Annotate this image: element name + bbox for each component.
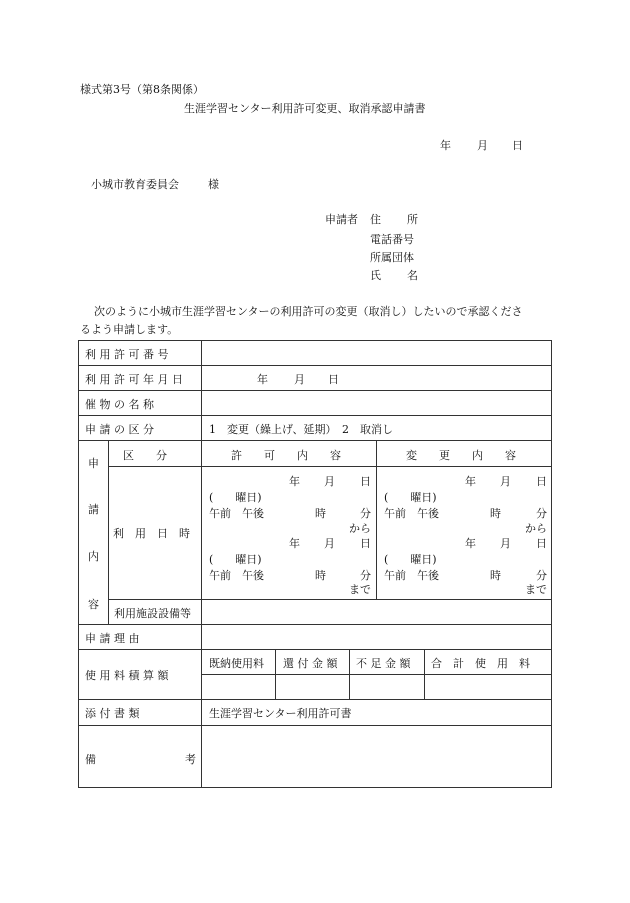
permit-to-weekday: ( 曜日) (209, 553, 262, 566)
date-year-label: 年 (440, 139, 451, 152)
permit-to-minute: 分 (360, 569, 371, 582)
event-name-label: 催 物 の 名 称 (85, 398, 154, 411)
permit-from-year: 年 (289, 475, 300, 488)
permit-date-month: 月 (294, 373, 305, 386)
section-label-4: 容 (88, 598, 99, 611)
facility-label: 利用施設設備等 (114, 607, 191, 620)
change-to-year: 年 (465, 537, 476, 550)
attachment-label: 添 付 書 類 (85, 707, 140, 720)
addressee-honorific: 様 (208, 178, 219, 191)
remarks-label-right: 考 (185, 753, 196, 766)
date-day-label: 日 (512, 139, 523, 152)
change-to-minute: 分 (536, 569, 547, 582)
permit-from-minute: 分 (360, 507, 371, 520)
change-to-ampm: 午前 午後 (384, 569, 439, 582)
permit-from-hour: 時 (315, 507, 326, 520)
col-permit-header: 許 可 内 容 (231, 449, 341, 462)
col-kubun-header: 区 分 (123, 449, 167, 462)
application-table (78, 340, 552, 788)
change-to-hour: 時 (490, 569, 501, 582)
permit-to-suffix: まで (349, 583, 371, 596)
change-to-weekday: ( 曜日) (384, 553, 437, 566)
fee-col-shortage: 不 足 金 額 (356, 657, 411, 670)
permit-to-ampm: 午前 午後 (209, 569, 264, 582)
change-from-minute: 分 (536, 507, 547, 520)
reason-label: 申 請 理 由 (85, 632, 140, 645)
category-label: 申 請 の 区 分 (85, 423, 154, 436)
form-number: 様式第3号（第8条関係） (80, 83, 204, 96)
permit-date-label: 利 用 許 可 年 月 日 (85, 373, 183, 386)
change-from-ampm: 午前 午後 (384, 507, 439, 520)
permit-from-suffix: から (349, 522, 371, 535)
addressee: 小城市教育委員会 (91, 178, 179, 191)
remarks-label-left: 備 (85, 753, 96, 766)
fee-label: 使 用 料 積 算 額 (85, 669, 169, 682)
permit-from-ampm: 午前 午後 (209, 507, 264, 520)
change-from-month: 月 (500, 475, 511, 488)
fee-col-paid: 既納使用料 (209, 657, 264, 670)
col-change-header: 変 更 内 容 (406, 449, 516, 462)
intro-line-2: るよう申請します。 (80, 323, 179, 336)
attachment-value: 生涯学習センター利用許可書 (209, 707, 352, 720)
category-value: 1 変更（繰上げ、延期） 2 取消し (209, 423, 394, 436)
change-from-hour: 時 (490, 507, 501, 520)
permit-to-year: 年 (289, 537, 300, 550)
date-month-label: 月 (477, 139, 488, 152)
fee-col-refund: 還 付 金 額 (283, 657, 338, 670)
permit-date-year: 年 (257, 373, 268, 386)
applicant-name-label: 氏 名 (370, 269, 418, 282)
permit-to-hour: 時 (315, 569, 326, 582)
change-to-day: 日 (536, 537, 547, 550)
change-to-suffix: まで (525, 583, 547, 596)
usage-datetime-label: 利 用 日 時 (113, 527, 190, 540)
section-label-1: 申 (88, 457, 99, 470)
permit-to-day: 日 (360, 537, 371, 550)
document-title: 生涯学習センター利用許可変更、取消承認申請書 (184, 102, 426, 115)
permit-number-label: 利 用 許 可 番 号 (85, 348, 169, 361)
change-from-day: 日 (536, 475, 547, 488)
change-to-month: 月 (500, 537, 511, 550)
fee-col-total: 合 計 使 用 料 (431, 657, 530, 670)
section-label-2: 請 (88, 503, 99, 516)
applicant-label: 申請者 (325, 213, 358, 226)
applicant-address-label: 住 所 (370, 213, 418, 226)
intro-line-1: 次のように小城市生涯学習センターの利用許可の変更（取消し）したいので承認くださ (94, 305, 523, 318)
section-label-3: 内 (88, 550, 99, 563)
change-from-year: 年 (465, 475, 476, 488)
permit-from-weekday: ( 曜日) (209, 491, 262, 504)
permit-from-month: 月 (324, 475, 335, 488)
applicant-org-label: 所属団体 (370, 251, 414, 264)
permit-from-day: 日 (360, 475, 371, 488)
permit-to-month: 月 (324, 537, 335, 550)
permit-date-day: 日 (328, 373, 339, 386)
applicant-phone-label: 電話番号 (370, 233, 414, 246)
change-from-weekday: ( 曜日) (384, 491, 437, 504)
change-from-suffix: から (525, 522, 547, 535)
